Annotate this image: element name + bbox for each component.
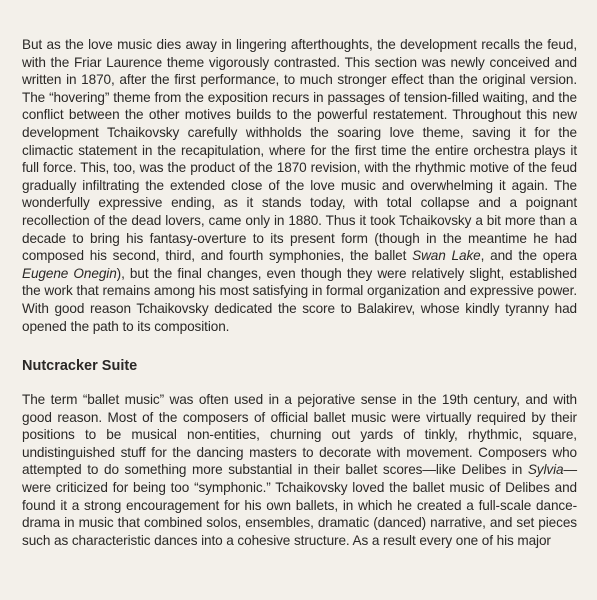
paragraph-text: The term “ballet music” was often used in a pejorative sense in the 19th century, and with good reason. Most of the composers of official ballet music were virtually required by their positions to be musical non-entities, churning out yards of tinkly, rhythmic, square, undistinguished stuff for the dancing masters to decorate with movement. Composers who attempted to do something more substantial in their ballet scores—like Delibes in	[22, 392, 577, 478]
section-heading: Nutcracker Suite	[22, 358, 138, 375]
romeo-juliet-paragraph	[22, 36, 577, 335]
italic-title-swan-lake: Swan Lake	[412, 248, 481, 264]
nutcracker-paragraph	[22, 391, 577, 549]
italic-title-sylvia: Sylvia	[527, 462, 564, 478]
italic-title-eugene-onegin: Eugene Onegin	[22, 265, 117, 281]
paragraph-text-end: ), but the final changes, even though they were relatively slight, established the work that remains among his most satisfying in formal organization and expressive power. With good reason Tchaikovsky dedicated the score to Balakirev, whose kindly tyranny had opened the path to its composition.	[22, 265, 577, 334]
paragraph-text: But as the love music dies away in lingering afterthoughts, the development recalls the feud, with the Friar Laurence theme vigorously contrasted. This section was newly conceived and written in 1870, after the first performance, to much stronger effect than the original version. The “hovering” theme from the exposition recurs in passages of tension-filled waiting, and the conflict between the other motives builds to the powerful restatement. Throughout this new development Tchaikovsky carefully withholds the soaring love theme, saving it for the climactic statement in the recapitulation, where for the first time the entire orchestra plays it full force. This, too, was the product of the 1870 revision, with the rhythmic motive of the feud gradually infiltrating the extended close of the love music and overwhelming it again. The wonderfully expressive ending, as it stands today, with total collapse and a poignant recollection of the dead lovers, came only in 1880. Thus it took Tchaikovsky a bit more than a decade to bring his fantasy-overture to its present form (though in the meantime he had composed his second, third, and fourth symphonies, the ballet	[22, 37, 577, 264]
paragraph-text-end: —were criticized for being too “symphonic.” Tchaikovsky loved the ballet music of Delibes and found it a strong encouragement for his own ballets, in which he created a full-scale dance-drama in music that combined solos, ensembles, dramatic (danced) narrative, and set pieces such as characteristic dances into a cohesive structure. As a result every one of his major	[22, 462, 577, 548]
paragraph-text-connector: , and the opera	[480, 248, 577, 264]
